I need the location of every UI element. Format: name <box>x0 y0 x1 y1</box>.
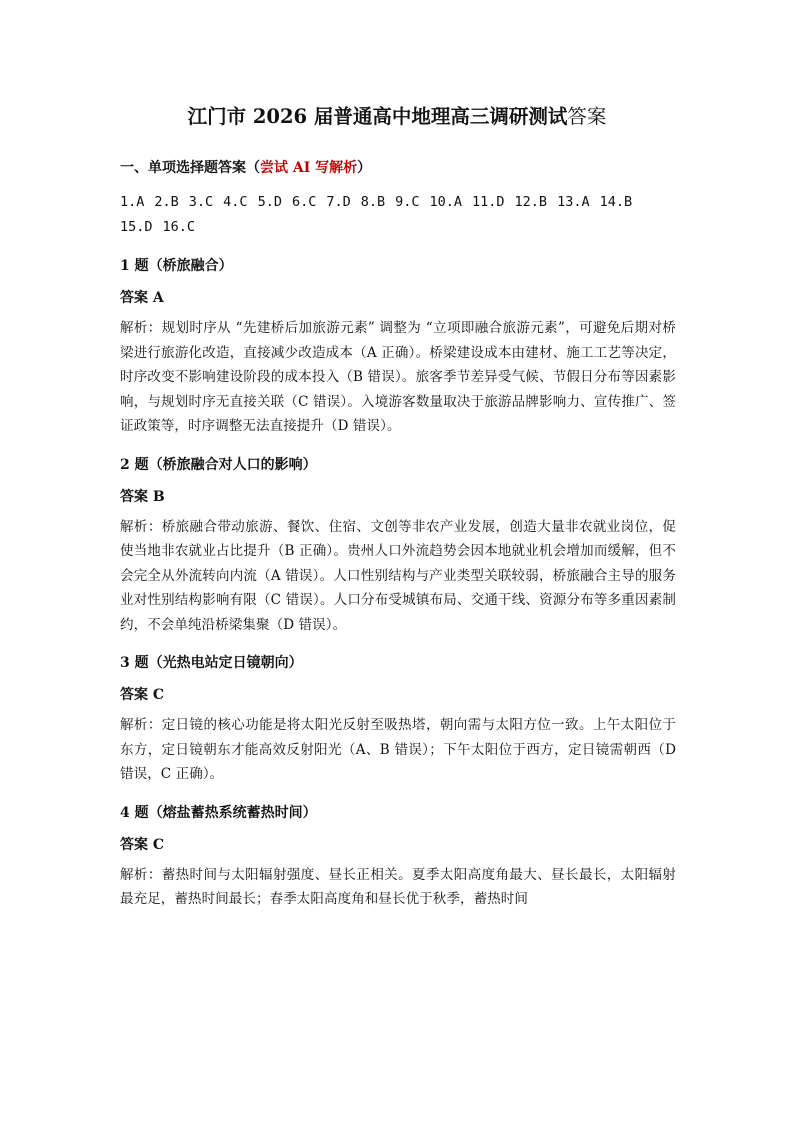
question-title: 1 题（桥旅融合） <box>120 258 233 274</box>
question-answer: 答案 A <box>120 290 164 306</box>
question-analysis: 解析：桥旅融合带动旅游、餐饮、住宿、文创等非农产业发展，创造大量非农就业岗位，促使当地非农就业占比提升（B 正确）。贵州人口外流趋势会因本地就业机会增加而缓解，但不会完全从外流转向内流（A 错误）。人口性别结构与产业类型关联较弱，桥旅融合主导的服务业对性别结构影响有限（C 错误）。人口分布受城镇布局、交通干线、资源分布等多重因素制约，不会单纯沿桥梁集聚（D 错误）。 <box>120 518 676 633</box>
document-body <box>120 156 676 926</box>
answer-key-item: 5.D <box>257 194 282 210</box>
answer-key-item: 13.A <box>557 194 590 210</box>
document-title <box>0 103 794 131</box>
answer-key-item: 8.B <box>360 194 386 210</box>
title-main: 江门市 2026 届普通高中地理高三调研测试 <box>187 105 568 128</box>
question-title: 4 题（熔盐蓄热系统蓄热时间） <box>120 804 317 821</box>
question-analysis: 解析：蓄热时间与太阳辐射强度、昼长正相关。夏季太阳高度角最大、昼长最长，太阳辐射最充足，蓄热时间最长；春季太阳高度角和昼长优于秋季，蓄热时间 <box>120 866 676 907</box>
section-heading-prefix: 一、单项选择题答案（ <box>120 160 260 176</box>
question-analysis: 解析：定日镜的核心功能是将太阳光反射至吸热塔，朝向需与太阳方位一致。上午太阳位于东方，定日镜朝东才能高效反射阳光（A、B 错误）；下午太阳位于西方，定日镜需朝西（D 错误，C 正确）。 <box>120 717 676 782</box>
answer-key-item: 11.D <box>472 194 505 210</box>
answer-key-list <box>120 190 676 240</box>
question-block-4 <box>120 801 676 912</box>
answer-key-item: 12.B <box>514 194 548 210</box>
answer-key-item: 2.B <box>154 194 179 210</box>
answer-key-item: 16.C <box>162 219 196 235</box>
section-heading <box>120 156 676 180</box>
answer-key-item: 7.D <box>326 194 351 210</box>
question-answer: 答案 B <box>120 488 165 505</box>
section-heading-suffix: ） <box>357 160 372 176</box>
question-answer: 答案 C <box>120 687 165 703</box>
question-block-2 <box>120 453 676 638</box>
question-title: 2 题（桥旅融合对人口的影响） <box>120 456 317 473</box>
title-suffix: 答案 <box>567 105 607 128</box>
question-block-1 <box>120 254 676 439</box>
answer-key-item: 10.A <box>429 194 463 210</box>
answer-key-item: 3.C <box>188 194 214 210</box>
question-block-3 <box>120 651 676 787</box>
answer-key-item: 9.C <box>395 194 420 210</box>
ai-analysis-link[interactable]: 尝试 AI 写解析 <box>260 160 358 176</box>
answer-key-item: 1.A <box>120 194 145 210</box>
answer-key-item: 6.C <box>291 194 317 210</box>
answer-key-item: 15.D <box>120 219 153 235</box>
question-title: 3 题（光热电站定日镜朝向） <box>120 655 303 671</box>
question-answer: 答案 C <box>120 836 165 853</box>
answer-key-item: 4.C <box>223 194 248 210</box>
answer-key-item: 14.B <box>599 194 633 210</box>
question-analysis: 解析：规划时序从 “先建桥后加旅游元素” 调整为 “立项即融合旅游元素”，可避免后期对桥梁进行旅游化改造，直接减少改造成本（A 正确）。桥梁建设成本由建材、施工工艺等决定，时序改变不影响建设阶段的成本投入（B 错误）。旅客季节差异受气候、节假日分布等因素影响，与规划时序无直接关联（C 错误）。入境游客数量取决于旅游品牌影响力、宣传推广、签证政策等，时序调整无法直接提升（D 错误）。 <box>120 320 676 434</box>
